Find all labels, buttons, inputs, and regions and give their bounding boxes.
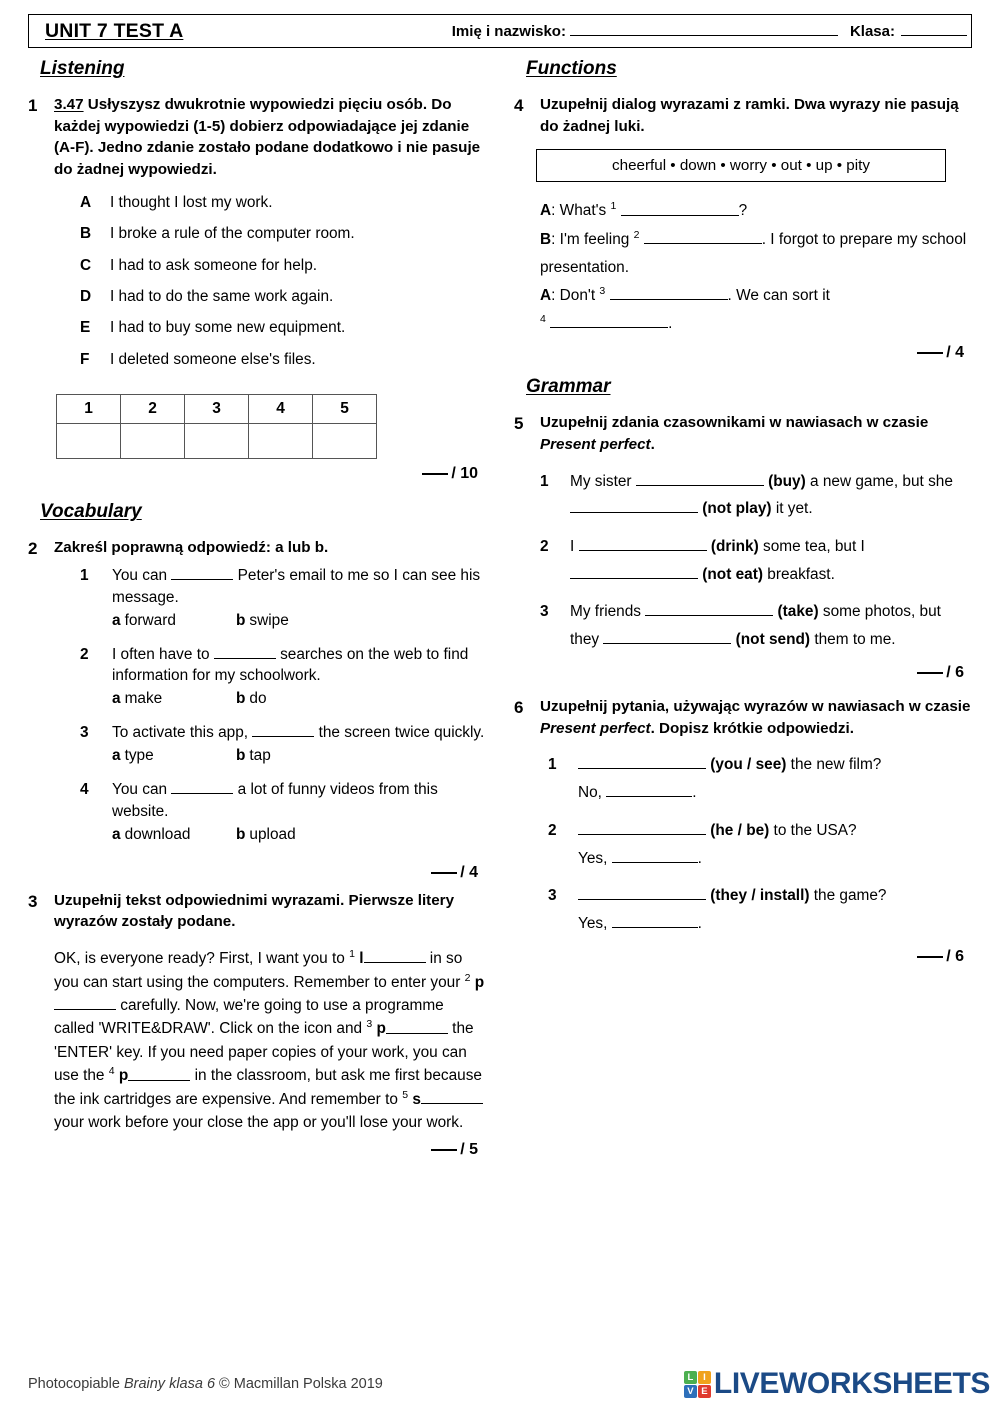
question-body: (he / be) to the USA? Yes, .	[578, 821, 857, 867]
answer-blank[interactable]	[644, 231, 762, 244]
option-a-letter: a	[112, 825, 121, 843]
gap-number: 1	[610, 200, 617, 213]
exercise-5-number: 5	[514, 414, 524, 434]
answer-blank[interactable]	[645, 603, 773, 616]
exercise-5-questions	[540, 468, 972, 654]
answer-blank[interactable]	[578, 887, 706, 900]
question-body	[570, 533, 972, 588]
list-item	[80, 722, 486, 767]
exercise-4-instruction: Uzupełnij dialog wyrazami z ramki. Dwa wyrazy nie pasują do żadnej luki.	[540, 96, 959, 135]
answer-options	[112, 688, 486, 710]
option-a-text: type	[124, 747, 154, 765]
question-text-after: searches on the web to find information for my schoolwork.	[112, 645, 469, 685]
score-total: / 4	[946, 344, 964, 362]
exercise-5-score	[514, 664, 972, 682]
exercise-1-score	[28, 465, 486, 483]
exercise-4-number: 4	[514, 96, 524, 115]
question-text: the game?	[809, 887, 887, 905]
question-number: 3	[548, 887, 557, 905]
exercise-1-options	[80, 192, 486, 371]
question-body	[112, 779, 486, 846]
dialog-text: : I'm feeling	[551, 230, 634, 248]
list-item	[80, 255, 486, 277]
question-text-before: You can	[112, 566, 172, 584]
instruction-part: .	[650, 435, 655, 453]
score-blank	[917, 956, 943, 958]
logo-squares-icon	[684, 1371, 711, 1398]
section-grammar-heading: Grammar	[526, 376, 611, 398]
answer-blank[interactable]	[421, 1091, 483, 1104]
question-number: 1	[548, 756, 557, 774]
answer-blank[interactable]	[128, 1068, 190, 1081]
passage-part: the 'ENTER' key. If you need paper copies of your work, you can use the	[54, 1020, 474, 1085]
table-header-cell: 2	[121, 395, 185, 424]
gap-first-letter: p	[118, 1067, 129, 1085]
question-body	[112, 565, 486, 632]
exercise-6	[514, 696, 972, 739]
instruction-part: Uzupełnij zdania czasownikami w nawiasach w czasie	[540, 414, 929, 432]
dialog-line	[540, 226, 972, 282]
score-total: / 6	[946, 947, 964, 965]
content-columns	[28, 56, 972, 1159]
answer-blank[interactable]	[578, 822, 706, 835]
option-b-text: swipe	[249, 611, 289, 629]
list-item	[548, 751, 972, 806]
answer-blank[interactable]	[612, 850, 698, 863]
question-text: breakfast.	[762, 565, 835, 583]
score-total: / 10	[451, 465, 478, 483]
name-input-line[interactable]	[570, 24, 838, 36]
table-row	[57, 424, 377, 459]
table-header-cell: 4	[249, 395, 313, 424]
question-number: 2	[548, 821, 557, 839]
dialog-text: : Don't	[551, 286, 600, 304]
exercise-1-instruction-text: Usłyszysz dwukrotnie wypowiedzi pięciu osób. Do każdej wypowiedzi (1-5) dobierz odpowiadające jej zdanie (A-F). Jedno zdanie zostało podane dodatkowo i nie pasuje do żadnej wypowiedzi.	[54, 96, 481, 179]
instruction-part: Uzupełnij pytania, używając wyrazów w nawiasach w czasie	[540, 697, 971, 715]
dialog-text: . We can sort it	[727, 286, 830, 304]
list-item	[80, 565, 486, 632]
question-text: a new game, but she	[805, 472, 953, 490]
answer-blank[interactable]	[171, 567, 233, 580]
list-item	[540, 468, 972, 523]
section-listening-heading: Listening	[40, 58, 125, 79]
page-title: UNIT 7 TEST A	[45, 19, 184, 42]
answer-blank[interactable]	[578, 756, 706, 769]
dialog-text: .	[668, 315, 673, 333]
copyright-part: © Macmillan Polska 2019	[215, 1376, 383, 1392]
exercise-4-score	[514, 344, 972, 362]
gap-number: 5	[402, 1088, 409, 1101]
option-text: I had to ask someone for help.	[110, 256, 318, 274]
answer-cell[interactable]	[57, 424, 121, 459]
answer-blank[interactable]	[550, 315, 668, 328]
option-text: I had to buy some new equipment.	[110, 319, 346, 337]
answer-start: No,	[578, 784, 602, 802]
list-item	[540, 533, 972, 588]
question-body: (they / install) the game? Yes, .	[578, 887, 887, 932]
exercise-2	[28, 537, 486, 857]
verb-prompt: (not send)	[735, 631, 811, 649]
option-a-letter: a	[112, 611, 121, 629]
dialog-line	[540, 282, 972, 310]
option-a-text: forward	[124, 611, 176, 629]
logo-square-l: L	[684, 1371, 697, 1384]
page-header	[28, 14, 972, 48]
speaker-label: A	[540, 202, 552, 220]
question-number: 3	[80, 724, 89, 742]
exercise-3	[28, 890, 486, 933]
option-b[interactable]	[236, 745, 271, 767]
gap-number: 4	[540, 312, 546, 325]
list-item	[80, 349, 486, 371]
answer-blank[interactable]	[570, 500, 698, 513]
answer-blank[interactable]	[54, 997, 116, 1010]
exercise-2-instruction: Zakreśl poprawną odpowiedź: a lub b.	[54, 539, 329, 557]
word-bank: cheerful • down • worry • out • up • pity	[536, 149, 946, 182]
answer-blank[interactable]	[610, 287, 728, 300]
option-letter: D	[80, 288, 92, 306]
list-item	[80, 223, 486, 245]
question-text: the new film?	[786, 756, 882, 774]
option-a-text: make	[124, 690, 163, 708]
question-text-after: a lot of funny videos from this website.	[112, 780, 438, 820]
list-item	[80, 779, 486, 846]
verb-prompt: (drink)	[710, 538, 759, 556]
option-b[interactable]	[236, 688, 267, 710]
question-text: to the USA?	[769, 821, 857, 839]
answer-blank[interactable]	[214, 646, 276, 659]
exercise-6-number: 6	[514, 697, 524, 717]
answer-table	[56, 394, 377, 459]
gap-number: 4	[108, 1065, 115, 1078]
question-text: My friends	[570, 603, 646, 621]
score-blank	[917, 672, 943, 674]
question-text: My sister	[570, 472, 636, 490]
option-b-text: upload	[249, 825, 296, 843]
instruction-part: . Dopisz krótkie odpowiedzi.	[650, 719, 854, 737]
tense-name: Present perfect	[540, 719, 651, 737]
answer-options	[112, 824, 486, 846]
option-letter: B	[80, 225, 92, 243]
option-b-letter: b	[236, 747, 246, 765]
exercise-4-dialog	[540, 197, 972, 338]
exercise-1	[28, 94, 486, 380]
student-info	[452, 23, 967, 40]
answer-options	[112, 745, 486, 767]
option-b[interactable]	[236, 824, 296, 846]
passage-part: in so you can start using the computers. Remember to enter your	[54, 950, 463, 991]
exercise-3-passage	[54, 947, 486, 1135]
option-letter: F	[80, 350, 90, 368]
gap-first-letter: l	[359, 950, 364, 968]
gap-first-letter: s	[412, 1091, 421, 1109]
question-text: some photos, but they	[570, 603, 941, 649]
exercise-1-instruction	[54, 94, 486, 181]
answer-blank[interactable]	[603, 631, 731, 644]
answer-blank[interactable]	[171, 781, 233, 794]
answer-blank[interactable]	[252, 724, 314, 737]
liveworksheets-logo	[684, 1367, 990, 1401]
passage-part: carefully. Now, we're going to use a programme called 'WRITE&DRAW'. Click on the icon and	[54, 997, 444, 1038]
score-total: / 5	[460, 1140, 478, 1158]
verb-prompt: (you / see)	[710, 756, 787, 774]
exercise-3-instruction: Uzupełnij tekst odpowiednimi wyrazami. Pierwsze litery wyrazów zostały podane.	[54, 891, 455, 931]
list-item	[80, 317, 486, 339]
answer-cell[interactable]	[121, 424, 185, 459]
copyright-part: Photocopiable	[28, 1376, 124, 1392]
question-number: 1	[540, 472, 549, 490]
gap-first-letter: p	[474, 973, 485, 991]
question-text-after: Peter's email to me so I can see his message.	[112, 566, 481, 606]
question-body: (you / see) the new film? No, .	[578, 756, 882, 802]
option-b-text: tap	[249, 747, 271, 765]
gap-number: 2	[464, 971, 471, 984]
question-body	[570, 468, 972, 523]
question-number: 3	[540, 603, 549, 621]
gap-number: 2	[633, 228, 640, 241]
score-total: / 6	[946, 663, 964, 681]
question-number: 1	[80, 566, 89, 584]
option-b-letter: b	[236, 825, 246, 843]
answer-blank[interactable]	[579, 538, 707, 551]
score-total: / 4	[460, 863, 478, 881]
passage-part: in the classroom, but ask me first because the ink cartridges are expensive. And remember to	[54, 1067, 482, 1109]
option-text: I deleted someone else's files.	[110, 350, 316, 368]
option-letter: C	[80, 256, 92, 274]
question-text-before: To activate this app,	[112, 724, 253, 742]
exercise-5	[514, 412, 972, 455]
exercise-3-score	[28, 1141, 486, 1159]
answer-blank[interactable]	[364, 950, 426, 963]
exercise-2-score	[28, 864, 486, 882]
name-label: Imię i nazwisko:	[451, 22, 566, 40]
option-a-letter: a	[112, 690, 121, 708]
audio-track-number: 3.47	[54, 96, 84, 113]
dialog-text: ?	[738, 202, 748, 220]
option-a[interactable]	[112, 610, 236, 632]
list-item	[80, 286, 486, 308]
question-body	[112, 722, 486, 767]
book-title: Brainy klasa 6	[123, 1376, 216, 1392]
option-b-letter: b	[236, 690, 246, 708]
exercise-2-questions	[80, 565, 486, 846]
answer-start: Yes,	[578, 914, 608, 932]
section-functions-heading: Functions	[526, 58, 617, 79]
gap-first-letter: p	[376, 1020, 386, 1038]
gap-number: 3	[366, 1018, 373, 1031]
option-b-letter: b	[236, 611, 246, 629]
page-footer	[28, 1367, 990, 1401]
verb-prompt: (buy)	[768, 472, 806, 490]
score-blank	[422, 473, 448, 475]
option-b[interactable]	[236, 610, 289, 632]
verb-prompt: (not eat)	[702, 565, 763, 583]
gap-number: 3	[599, 284, 606, 297]
question-text-before: You can	[112, 780, 172, 798]
logo-square-i: I	[698, 1371, 711, 1384]
question-body	[570, 598, 972, 653]
logo-square-v: V	[684, 1385, 697, 1398]
option-a[interactable]	[112, 824, 236, 846]
option-letter: A	[80, 193, 92, 211]
section-vocabulary-heading: Vocabulary	[40, 501, 142, 523]
option-text: I had to do the same work again.	[110, 288, 334, 306]
answer-start: Yes,	[578, 849, 608, 867]
right-column	[514, 56, 972, 1159]
option-a[interactable]	[112, 688, 236, 710]
question-number: 2	[540, 538, 549, 556]
speaker-label: B	[540, 230, 552, 248]
dialog-line	[540, 197, 972, 225]
question-text: them to me.	[810, 631, 896, 649]
score-blank	[431, 872, 457, 874]
table-header-cell: 5	[313, 395, 377, 424]
answer-blank[interactable]	[612, 915, 698, 928]
verb-prompt: (they / install)	[710, 887, 810, 905]
question-number: 2	[80, 645, 89, 663]
question-body	[112, 644, 486, 711]
table-header-cell: 3	[185, 395, 249, 424]
score-blank	[917, 352, 943, 354]
verb-prompt: (take)	[777, 603, 819, 621]
gap-number: 1	[349, 948, 355, 961]
option-text: I thought I lost my work.	[110, 193, 273, 211]
answer-blank[interactable]	[570, 566, 698, 579]
option-a-letter: a	[112, 747, 121, 765]
dialog-text: : What's	[551, 202, 611, 220]
question-text-before: I often have to	[112, 645, 214, 663]
exercise-2-number: 2	[28, 539, 38, 559]
tense-name: Present perfect	[540, 435, 651, 453]
score-blank	[431, 1149, 457, 1151]
list-item	[80, 644, 486, 711]
logo-wordmark: LIVEWORKSHEETS	[713, 1367, 990, 1400]
answer-cell[interactable]	[249, 424, 313, 459]
answer-blank[interactable]	[606, 784, 692, 797]
answer-cell[interactable]	[185, 424, 249, 459]
exercise-3-number: 3	[28, 891, 38, 911]
exercise-5-instruction	[540, 412, 972, 455]
option-b-text: do	[249, 690, 267, 708]
question-text-after: the screen twice quickly.	[314, 724, 485, 742]
copyright-text	[28, 1376, 383, 1392]
question-text: I	[570, 538, 579, 556]
class-input-line[interactable]	[901, 24, 967, 36]
option-text: I broke a rule of the computer room.	[110, 225, 355, 243]
verb-prompt: (not play)	[702, 500, 772, 518]
left-column	[28, 56, 486, 1159]
answer-cell[interactable]	[313, 424, 377, 459]
question-number: 4	[80, 780, 89, 798]
option-letter: E	[80, 319, 91, 337]
table-row	[57, 395, 377, 424]
option-a-text: download	[124, 825, 191, 843]
list-item	[548, 817, 972, 872]
passage-part: your work before your close the app or you'll lose your work.	[54, 1114, 464, 1132]
exercise-1-number: 1	[28, 96, 38, 115]
answer-blank[interactable]	[636, 473, 764, 486]
logo-square-e: E	[698, 1385, 711, 1398]
exercise-6-score	[514, 948, 972, 966]
list-item	[540, 598, 972, 653]
answer-options	[112, 610, 486, 632]
list-item	[80, 192, 486, 214]
verb-prompt: (he / be)	[710, 821, 770, 839]
speaker-label: A	[540, 286, 552, 304]
dialog-line	[540, 310, 972, 338]
answer-blank[interactable]	[621, 203, 739, 216]
list-item	[548, 882, 972, 937]
passage-part: OK, is everyone ready? First, I want you to	[54, 950, 345, 968]
class-label: Klasa:	[849, 22, 895, 40]
dialog-text: . I forgot to prepare my school presentation.	[540, 230, 967, 276]
table-header-cell: 1	[57, 395, 121, 424]
question-text: some tea, but I	[758, 538, 865, 556]
answer-blank[interactable]	[386, 1021, 448, 1034]
exercise-6-questions	[548, 751, 972, 937]
exercise-6-instruction	[540, 696, 972, 739]
question-text: it yet.	[771, 500, 813, 518]
option-a[interactable]	[112, 745, 236, 767]
exercise-4	[514, 94, 972, 137]
